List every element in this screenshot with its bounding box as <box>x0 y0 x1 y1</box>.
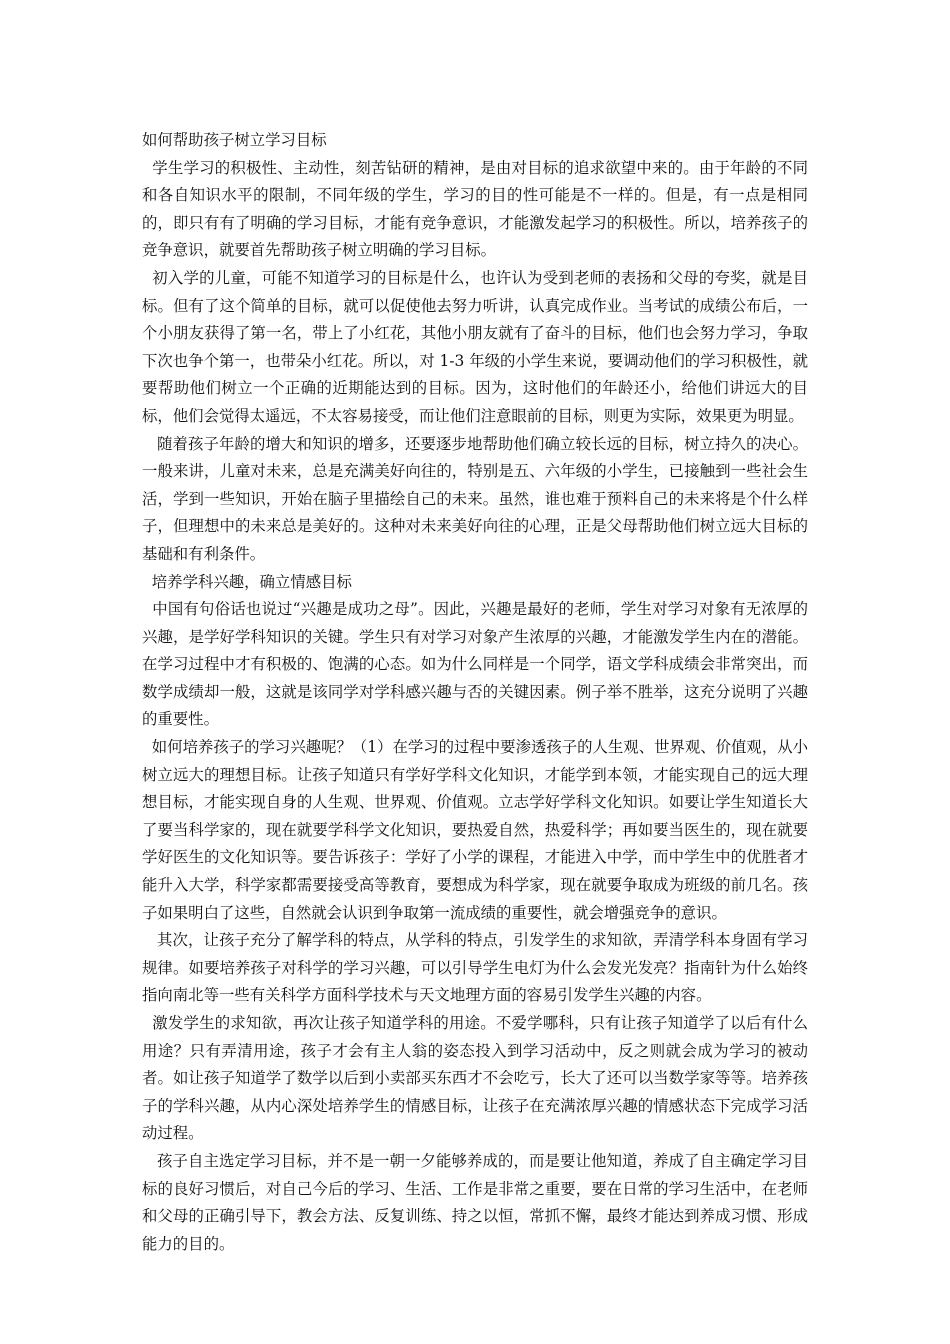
document-title: 如何帮助孩子树立学习目标 <box>142 131 327 149</box>
paragraph: 孩子自主选定学习目标，并不是一朝一夕能够养成的，而是要让他知道，养成了自主确定学习目标的良好习惯后，对自己今后的学习、生活、工作是非常之重要，要在日常的学习生活中，在老师和父母的正确引导下，教会方法、反复训练、持之以恒，常抓不懈，最终才能达到养成习惯、形成能力的目的。 <box>142 1151 808 1253</box>
paragraph: 如何培养孩子的学习兴趣呢？（1）在学习的过程中要渗透孩子的人生观、世界观、价值观，从小树立远大的理想目标。让孩子知道只有学好学科文化知识，才能学到本领，才能实现自己的远大理想目标，才能实现自身的人生观、世界观、价值观。立志学好学科文化知识。如要让学生知道长大了要当科学家的，现在就要学科学文化知识，要热爱自然，热爱科学；再如要当医生的，现在就要学好医生的文化知识等。要告诉孩子：学好了小学的课程，才能进入中学，而中学生中的优胜者才能升入大学，科学家都需要接受高等教育，要想成为科学家，现在就要争取成为班级的前几名。孩子如果明白了这些，自然就会认识到争取第一流成绩的重要性，就会增强竞争的意识。 <box>142 738 808 922</box>
paragraph: 中国有句俗话也说过“兴趣是成功之母”。因此，兴趣是最好的老师，学生对学习对象有无浓厚的兴趣，是学好学科知识的关键。学生只有对学习对象产生浓厚的兴趣，才能激发学生内在的潜能。在学习过程中才有积极的、饱满的心态。如为什么同样是一个同学，语文学科成绩会非常突出，而数学成绩却一般，这就是该同学对学科感兴趣与否的关键因素。例子举不胜举，这充分说明了兴趣的重要性。 <box>142 600 808 729</box>
paragraph: 初入学的儿童，可能不知道学习的目标是什么，也许认为受到老师的表扬和父母的夸奖，就是目标。但有了这个简单的目标，就可以促使他去努力听讲，认真完成作业。当考试的成绩公布后，一个小朋友获得了第一名，带上了小红花，其他小朋友就有了奋斗的目标，他们也会努力学习，争取下次也争个第一，也带朵小红花。所以，对 1-3 年级的小学生来说，要调动他们的学习积极性，就要帮助他们树立一个正确的近期能达到的目标。因为，这时他们的年龄还小，给他们讲远大的目标，他们会觉得太遥远，不太容易接受，而让他们注意眼前的目标，则更为实际，效果更为明显。 <box>142 268 808 425</box>
section-heading: 培养学科兴趣，确立情感目标 <box>142 572 352 591</box>
paragraph: 随着孩子年龄的增大和知识的增多，还要逐步地帮助他们确立较长远的目标，树立持久的决心。一般来讲，儿童对未来，总是充满美好向往的，特别是五、六年级的小学生，已接触到一些社会生活，学到一些知识，开始在脑子里描绘自己的未来。虽然，谁也难于预料自己的未来将是个什么样子，但理想中的未来总是美好的。这种对未来美好向往的心理，正是父母帮助他们树立远大目标的基础和有利条件。 <box>142 434 808 563</box>
paragraph: 激发学生的求知欲，再次让孩子知道学科的用途。不爱学哪科，只有让孩子知道学了以后有什么用途？只有弄清用途，孩子才会有主人翁的姿态投入到学习活动中，反之则就会成为学习的被动者。如让孩子知道学了数学以后到小卖部买东西才不会吃亏，长大了还可以当数学家等等。培养孩子的学科兴趣，从内心深处培养学生的情感目标，让孩子在充满浓厚兴趣的情感状态下完成学习活动过程。 <box>142 1014 808 1143</box>
document-page <box>142 127 808 1258</box>
paragraph: 学生学习的积极性、主动性，刻苦钻研的精神，是由对目标的追求欲望中来的。由于年龄的不同和各自知识水平的限制，不同年级的学生，学习的目的性可能是不一样的。但是，有一点是相同的，即只有有了明确的学习目标，才能有竞争意识，才能激发起学习的积极性。所以，培养孩子的竞争意识，就要首先帮助孩子树立明确的学习目标。 <box>142 158 808 260</box>
paragraph: 其次，让孩子充分了解学科的特点，从学科的特点，引发学生的求知欲，弄清学科本身固有学习规律。如要培养孩子对科学的学习兴趣，可以引导学生电灯为什么会发光发亮？指南针为什么始终指向南北等一些有关科学方面科学技术与天文地理方面的容易引发学生兴趣的内容。 <box>142 931 808 1005</box>
